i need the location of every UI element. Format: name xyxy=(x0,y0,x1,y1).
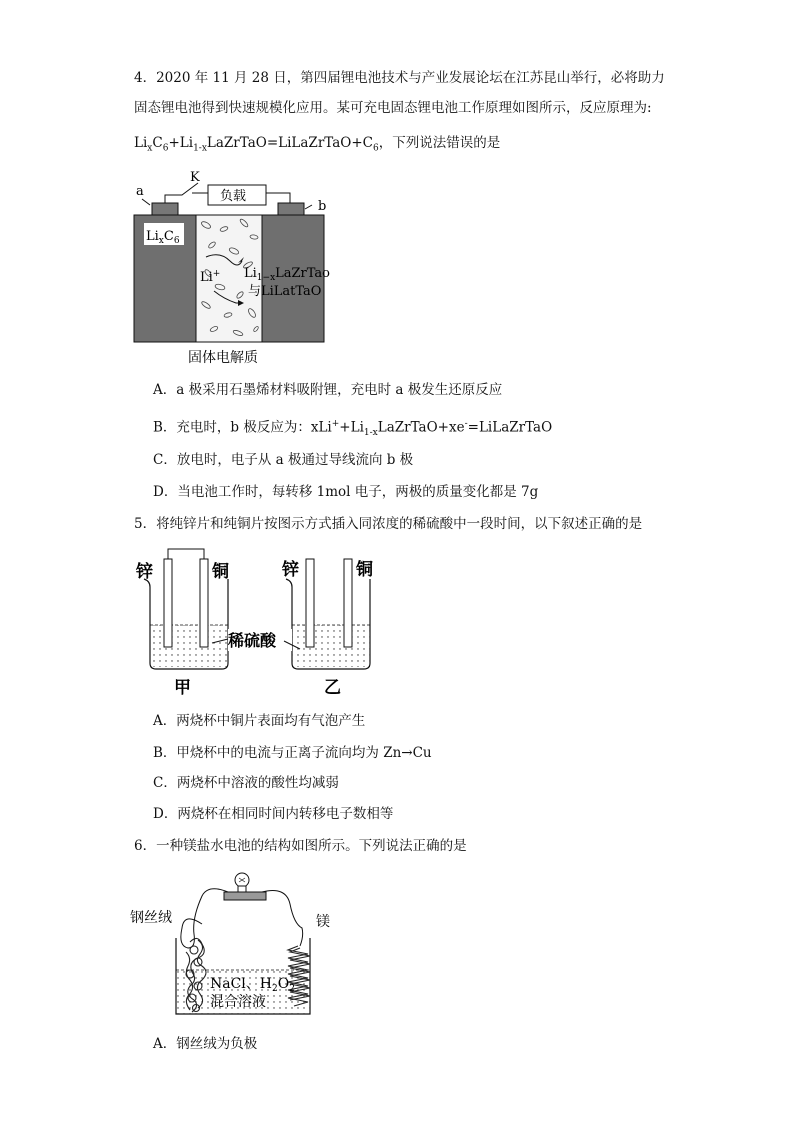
label-yi: 乙 xyxy=(324,678,341,698)
lightbulb-icon xyxy=(224,873,266,900)
label-li-ion: Li+ xyxy=(200,269,221,285)
label-k: K xyxy=(190,170,200,185)
q4-option-c: C．放电时，电子从 a 极通过导线流向 b 极 xyxy=(153,452,414,468)
q4-equation: $Li_xC_6+Li_{1-x}LaZrTaO=LiLaZrTaO+C_6$，下列说法错误的是 xyxy=(134,135,501,154)
label-mg: 镁 xyxy=(316,914,330,930)
wire-right xyxy=(266,193,290,203)
wire-right xyxy=(262,891,303,947)
wire-jia xyxy=(168,549,204,559)
label-b: b xyxy=(318,199,327,214)
q4-option-b: B．充电时，b 极反应为：$xLi^++Li_{1-x}LaZrTaO+xe^-=LiLaZrTaO$ xyxy=(153,419,553,439)
label-jia: 甲 xyxy=(174,678,191,698)
label-zn-jia: 锌 xyxy=(136,562,153,582)
q5-option-d: D．两烧杯在相同时间内转移电子数相等 xyxy=(153,806,394,822)
q5-option-c: C．两烧杯中溶液的酸性均减弱 xyxy=(153,775,339,791)
beaker-jia xyxy=(135,549,229,698)
label-a: a xyxy=(136,184,144,199)
terminal-a xyxy=(152,203,178,215)
label-electrolyte-1: $Li_{1-x}LaZrTao$ xyxy=(244,266,331,283)
q4-battery-figure xyxy=(120,165,360,370)
label-cu-jia: 铜 xyxy=(212,562,229,582)
q5-option-a: A．两烧杯中铜片表面均有气泡产生 xyxy=(153,713,366,729)
wire-left xyxy=(181,889,228,948)
q4-option-a: A．a 极采用石墨烯材料吸附锂，充电时 a 极发生还原反应 xyxy=(153,382,503,398)
q5-beaker-figure xyxy=(128,545,388,700)
zinc-plate-jia xyxy=(164,559,172,647)
label-acid: 稀硫酸 xyxy=(228,631,277,650)
label-cu-yi: 铜 xyxy=(356,560,373,580)
q5-option-b: B．甲烧杯中的电流与正离子流向均为 Zn→Cu xyxy=(153,745,432,761)
figure-caption: 固体电解质 xyxy=(188,350,258,366)
copper-plate-yi xyxy=(344,559,352,647)
q6-stem: 6．一种镁盐水电池的结构如图所示。下列说法正确的是 xyxy=(134,838,467,854)
zinc-plate-yi xyxy=(306,559,314,647)
label-lixc6: $Li_xC_6$ xyxy=(146,229,180,246)
terminal-b xyxy=(278,203,304,215)
q6-battery-figure xyxy=(128,862,348,1022)
label-load: 负载 xyxy=(220,189,247,204)
label-zn-yi: 锌 xyxy=(282,560,299,580)
label-solution-1: NaCl、$H_2O_2$ xyxy=(210,976,295,994)
q5-stem: 5．将纯锌片和纯铜片按图示方式插入同浓度的稀硫酸中一段时间，以下叙述正确的是 xyxy=(134,516,643,532)
q4-stem-line1: 4．2020 年 11 月 28 日，第四届锂电池技术与产业发展论坛在江苏昆山举行，必将助力 xyxy=(134,70,665,86)
label-electrolyte-2: 与LiLatTaO xyxy=(248,284,322,299)
beaker-yi xyxy=(281,559,373,698)
q6-option-a: A．钢丝绒为负极 xyxy=(153,1036,258,1052)
label-steel-wool: 钢丝绒 xyxy=(130,910,172,926)
label-solution-2: 混合溶液 xyxy=(210,994,266,1010)
q4-stem-line2: 固态锂电池得到快速规模化应用。某可充电固态锂电池工作原理如图所示，反应原理为: xyxy=(134,100,652,116)
copper-plate-jia xyxy=(200,559,208,647)
q4-option-d: D．当电池工作时，每转移 1mol 电子，两极的质量变化都是 7g xyxy=(153,484,539,500)
